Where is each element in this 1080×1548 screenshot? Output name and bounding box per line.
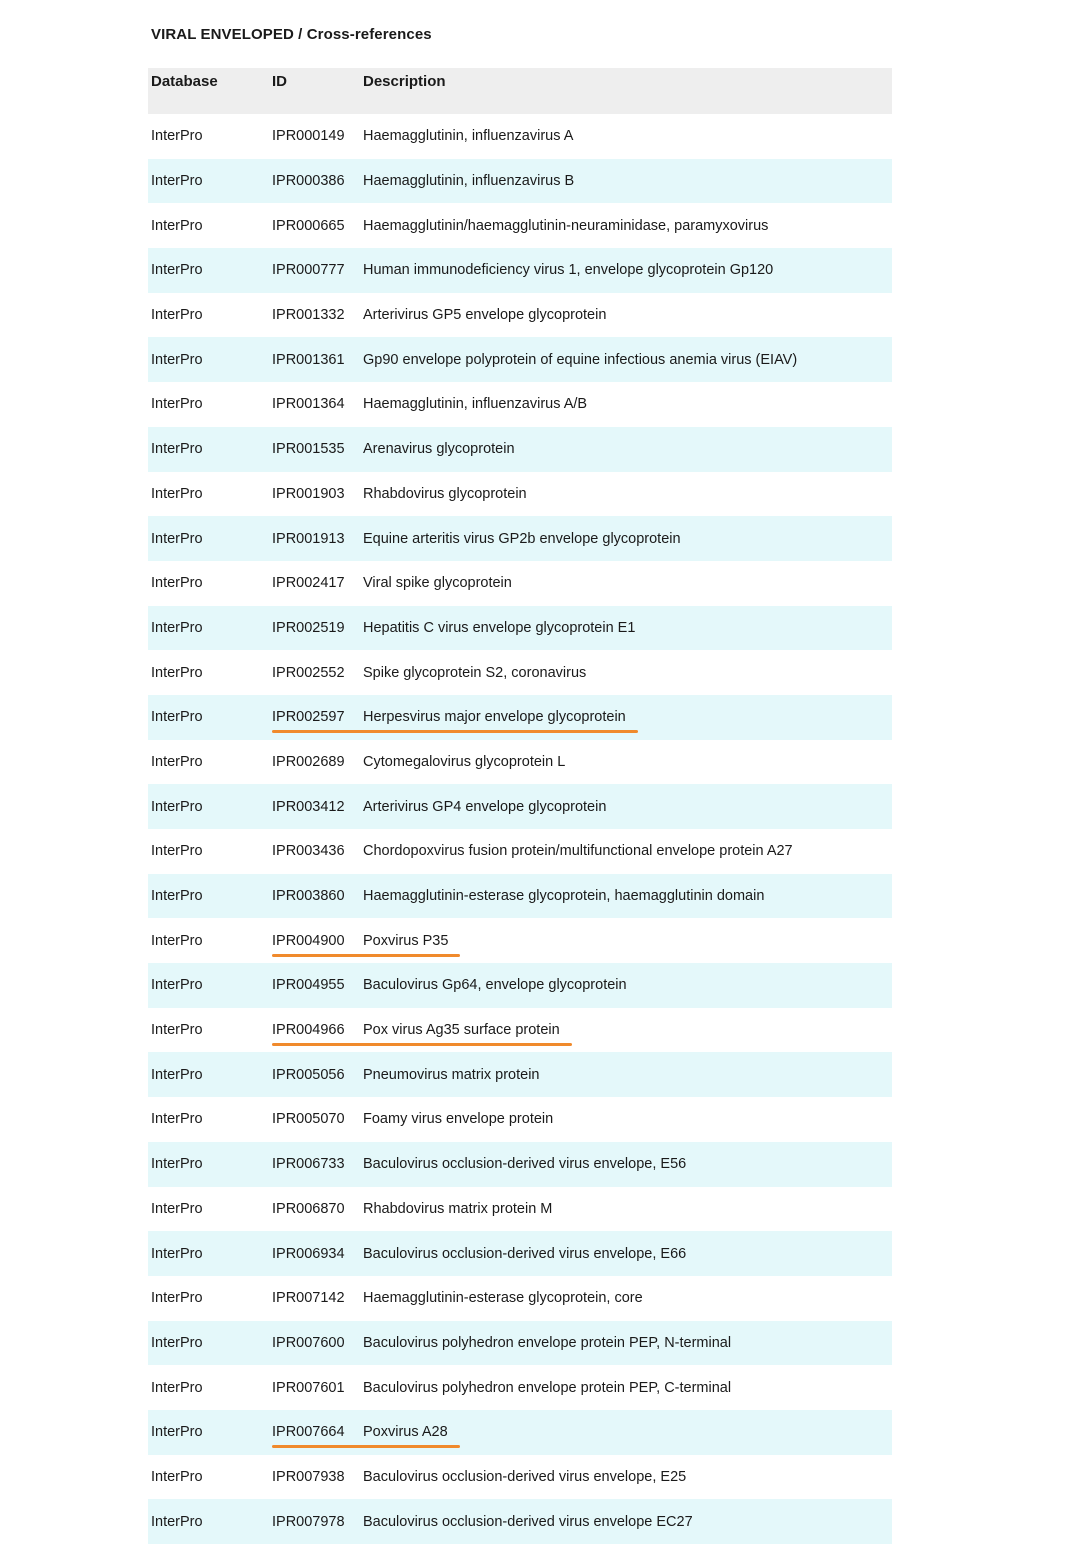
cell-database: InterPro: [151, 1200, 203, 1217]
table-row: [148, 1321, 892, 1366]
table-row: [148, 1231, 892, 1276]
cell-database: InterPro: [151, 977, 203, 994]
description-text: Poxvirus A28: [363, 1424, 448, 1441]
interpro-id: IPR001913: [272, 530, 345, 547]
description-text: Baculovirus polyhedron envelope protein PEP, N-terminal: [363, 1334, 732, 1351]
cell-id: [272, 1410, 892, 1455]
description-text: Baculovirus occlusion-derived virus envelope, E66: [363, 1245, 687, 1262]
cell-id: [272, 1142, 363, 1187]
description-text: Hepatitis C virus envelope glycoprotein E1: [363, 619, 636, 636]
interpro-id: IPR002689: [272, 753, 345, 770]
cell-id: [272, 918, 892, 963]
interpro-id: IPR003412: [272, 798, 345, 815]
cell-id: [272, 293, 363, 338]
description-text: Human immunodeficiency virus 1, envelope glycoprotein Gp120: [363, 262, 774, 279]
description-text: Gp90 envelope polyprotein of equine infectious anemia virus (EIAV): [363, 351, 798, 368]
table-row: [148, 874, 892, 919]
cell-database: InterPro: [151, 485, 203, 502]
cell-description: [363, 1365, 892, 1410]
orange-underline-mark: [272, 1043, 572, 1046]
column-header-description: Description: [363, 72, 446, 90]
cell-id: [272, 1008, 892, 1053]
description-text: Baculovirus occlusion-derived virus envelope, E25: [363, 1468, 687, 1485]
cell-database: InterPro: [151, 1424, 203, 1441]
interpro-id: IPR001535: [272, 441, 345, 458]
cell-id: [272, 114, 363, 159]
underlined-entry: [272, 1424, 448, 1440]
cell-description: [363, 784, 892, 829]
cell-description: [363, 293, 892, 338]
cell-description: [363, 1276, 892, 1321]
description-text: Haemagglutinin, influenzavirus B: [363, 173, 575, 190]
table-row: [148, 1365, 892, 1410]
table-row: [148, 203, 892, 248]
cell-id: [272, 606, 363, 651]
interpro-id: IPR003436: [272, 843, 345, 860]
cell-id: [272, 1276, 363, 1321]
cell-id: [272, 1455, 363, 1500]
description-text: Cytomegalovirus glycoprotein L: [363, 753, 566, 770]
interpro-id: IPR006733: [272, 1156, 345, 1173]
cell-database: InterPro: [151, 1066, 203, 1083]
cell-description: [363, 382, 892, 427]
cell-description: [363, 203, 892, 248]
interpro-id: IPR004966: [272, 1022, 345, 1039]
cell-id: [272, 516, 363, 561]
cell-id: [272, 963, 363, 1008]
table-row: [148, 829, 892, 874]
cell-database: InterPro: [151, 1290, 203, 1307]
cell-database: InterPro: [151, 753, 203, 770]
interpro-id: IPR002552: [272, 664, 345, 681]
description-text: Baculovirus polyhedron envelope protein PEP, C-terminal: [363, 1379, 732, 1396]
interpro-id: IPR002597: [272, 709, 345, 726]
interpro-id: IPR004955: [272, 977, 345, 994]
cell-id: [272, 695, 892, 740]
cell-id: [272, 784, 363, 829]
cell-id: [272, 1365, 363, 1410]
cell-database: InterPro: [151, 1022, 203, 1039]
cell-description: [363, 1097, 892, 1142]
cell-description: [363, 427, 892, 472]
cell-id: [272, 1321, 363, 1366]
cell-description: [363, 1187, 892, 1232]
cell-id: [272, 874, 363, 919]
cell-id: [272, 1499, 363, 1544]
cell-database: InterPro: [151, 128, 203, 145]
table-row: [148, 472, 892, 517]
interpro-id: IPR001332: [272, 307, 345, 324]
cell-id: [272, 248, 363, 293]
cell-description: [363, 159, 892, 204]
cell-database: InterPro: [151, 843, 203, 860]
description-text: Rhabdovirus glycoprotein: [363, 485, 527, 502]
interpro-id: IPR002417: [272, 575, 345, 592]
cell-database: InterPro: [151, 575, 203, 592]
table-row: [148, 427, 892, 472]
cell-database: InterPro: [151, 619, 203, 636]
cell-id: [272, 1052, 363, 1097]
underlined-entry: [272, 1022, 560, 1038]
table-row: [148, 1052, 892, 1097]
cell-database: InterPro: [151, 1513, 203, 1530]
cell-database: InterPro: [151, 709, 203, 726]
cell-database: InterPro: [151, 1468, 203, 1485]
orange-underline-mark: [272, 954, 460, 957]
cell-id: [272, 203, 363, 248]
cell-database: InterPro: [151, 396, 203, 413]
interpro-id: IPR002519: [272, 619, 345, 636]
description-text: Baculovirus occlusion-derived virus envelope, E56: [363, 1156, 687, 1173]
interpro-id: IPR000386: [272, 173, 345, 190]
column-header-database: Database: [151, 72, 218, 90]
table-row: [148, 784, 892, 829]
cell-id: [272, 650, 363, 695]
interpro-id: IPR007938: [272, 1468, 345, 1485]
table-row: [148, 248, 892, 293]
description-text: Arterivirus GP4 envelope glycoprotein: [363, 798, 607, 815]
description-text: Herpesvirus major envelope glycoprotein: [363, 709, 626, 726]
cell-id: [272, 159, 363, 204]
cell-database: InterPro: [151, 1245, 203, 1262]
cell-id: [272, 829, 363, 874]
cell-description: [363, 248, 892, 293]
cell-description: [363, 874, 892, 919]
cell-description: [363, 114, 892, 159]
interpro-id: IPR005070: [272, 1111, 345, 1128]
interpro-id: IPR001903: [272, 485, 345, 502]
table-row: [148, 382, 892, 427]
interpro-id: IPR001361: [272, 351, 345, 368]
table-row: [148, 1097, 892, 1142]
description-text: Spike glycoprotein S2, coronavirus: [363, 664, 587, 681]
page-title: VIRAL ENVELOPED / Cross-references: [151, 26, 432, 43]
table-row: [148, 1008, 892, 1053]
description-text: Haemagglutinin, influenzavirus A: [363, 128, 574, 145]
description-text: Poxvirus P35: [363, 932, 449, 949]
table-row: [148, 606, 892, 651]
table-row: [148, 1410, 892, 1455]
cell-description: [363, 1499, 892, 1544]
cell-description: [363, 829, 892, 874]
cell-database: InterPro: [151, 262, 203, 279]
cell-id: [272, 427, 363, 472]
cell-description: [363, 561, 892, 606]
interpro-id: IPR007601: [272, 1379, 345, 1396]
table-row: [148, 1499, 892, 1544]
table-header-row: [148, 68, 892, 114]
cell-description: [363, 963, 892, 1008]
description-text: Pox virus Ag35 surface protein: [363, 1022, 560, 1039]
description-text: Haemagglutinin-esterase glycoprotein, haemagglutinin domain: [363, 888, 765, 905]
cell-id: [272, 337, 363, 382]
cell-id: [272, 472, 363, 517]
cell-database: InterPro: [151, 441, 203, 458]
interpro-id: IPR000665: [272, 217, 345, 234]
interpro-id: IPR006934: [272, 1245, 345, 1262]
table-body: [148, 114, 892, 1544]
cell-database: InterPro: [151, 217, 203, 234]
table-row: [148, 1276, 892, 1321]
cell-description: [363, 472, 892, 517]
table-row: [148, 293, 892, 338]
interpro-id: IPR001364: [272, 396, 345, 413]
table-row: [148, 1187, 892, 1232]
cell-description: [363, 1321, 892, 1366]
interpro-id: IPR000149: [272, 128, 345, 145]
description-text: Arenavirus glycoprotein: [363, 441, 515, 458]
interpro-id: IPR000777: [272, 262, 345, 279]
cell-database: InterPro: [151, 1379, 203, 1396]
table-row: [148, 114, 892, 159]
table-row: [148, 650, 892, 695]
cell-database: InterPro: [151, 664, 203, 681]
cell-description: [363, 606, 892, 651]
interpro-id: IPR004900: [272, 932, 345, 949]
cell-id: [272, 1097, 363, 1142]
table-row: [148, 337, 892, 382]
cell-id: [272, 1187, 363, 1232]
cell-database: InterPro: [151, 1156, 203, 1173]
orange-underline-mark: [272, 730, 638, 733]
underlined-entry: [272, 933, 448, 949]
description-text: Pneumovirus matrix protein: [363, 1066, 540, 1083]
cell-database: InterPro: [151, 932, 203, 949]
table-row: [148, 963, 892, 1008]
cell-description: [363, 1455, 892, 1500]
description-text: Haemagglutinin-esterase glycoprotein, core: [363, 1290, 643, 1307]
table-row: [148, 1142, 892, 1187]
cell-description: [363, 1231, 892, 1276]
interpro-id: IPR005056: [272, 1066, 345, 1083]
cell-description: [363, 1142, 892, 1187]
orange-underline-mark: [272, 1445, 460, 1448]
description-text: Equine arteritis virus GP2b envelope glycoprotein: [363, 530, 681, 547]
description-text: Rhabdovirus matrix protein M: [363, 1200, 553, 1217]
table-row: [148, 918, 892, 963]
cell-database: InterPro: [151, 173, 203, 190]
cell-database: InterPro: [151, 1111, 203, 1128]
table-row: [148, 1455, 892, 1500]
cell-id: [272, 382, 363, 427]
interpro-id: IPR007978: [272, 1513, 345, 1530]
underlined-entry: [272, 709, 626, 725]
cell-description: [363, 516, 892, 561]
cell-database: InterPro: [151, 351, 203, 368]
description-text: Baculovirus Gp64, envelope glycoprotein: [363, 977, 627, 994]
description-text: Baculovirus occlusion-derived virus envelope EC27: [363, 1513, 693, 1530]
cell-id: [272, 740, 363, 785]
table-row: [148, 159, 892, 204]
interpro-id: IPR007600: [272, 1334, 345, 1351]
cell-database: InterPro: [151, 1334, 203, 1351]
cell-description: [363, 1052, 892, 1097]
description-text: Viral spike glycoprotein: [363, 575, 512, 592]
cell-description: [363, 740, 892, 785]
interpro-id: IPR007142: [272, 1290, 345, 1307]
cell-id: [272, 561, 363, 606]
cell-description: [363, 650, 892, 695]
description-text: Haemagglutinin/haemagglutinin-neuraminidase, paramyxovirus: [363, 217, 769, 234]
cell-id: [272, 1231, 363, 1276]
interpro-id: IPR003860: [272, 888, 345, 905]
interpro-id: IPR007664: [272, 1424, 345, 1441]
table-row: [148, 561, 892, 606]
cross-reference-table: [148, 68, 892, 1544]
interpro-id: IPR006870: [272, 1200, 345, 1217]
table-row: [148, 695, 892, 740]
description-text: Chordopoxvirus fusion protein/multifunctional envelope protein A27: [363, 843, 793, 860]
column-header-id: ID: [272, 72, 287, 90]
description-text: Foamy virus envelope protein: [363, 1111, 554, 1128]
cell-database: InterPro: [151, 530, 203, 547]
description-text: Haemagglutinin, influenzavirus A/B: [363, 396, 588, 413]
cell-database: InterPro: [151, 307, 203, 324]
table-row: [148, 740, 892, 785]
cell-database: InterPro: [151, 798, 203, 815]
description-text: Arterivirus GP5 envelope glycoprotein: [363, 307, 607, 324]
table-row: [148, 516, 892, 561]
cell-description: [363, 337, 892, 382]
cell-database: InterPro: [151, 888, 203, 905]
